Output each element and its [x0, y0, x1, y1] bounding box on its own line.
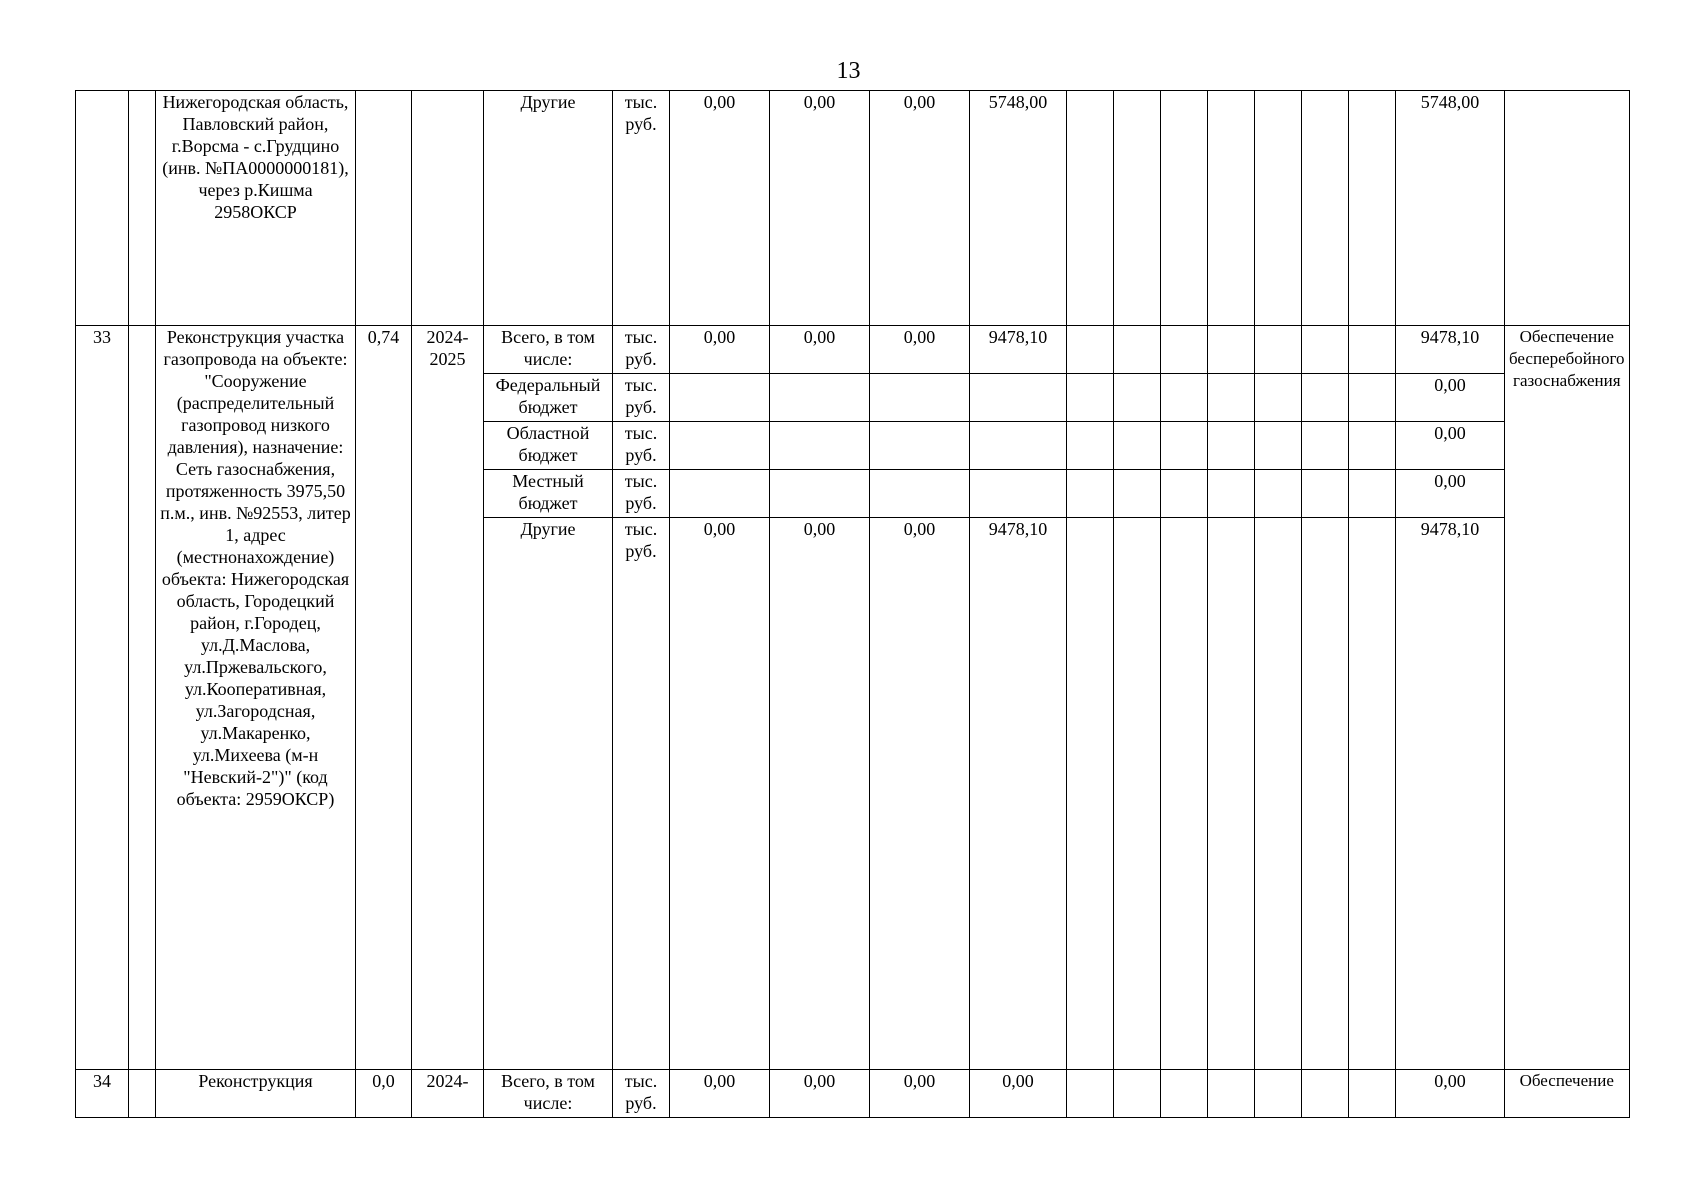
table-row [76, 326, 1630, 374]
empty-cell [1161, 422, 1208, 470]
funding-source-cell: Местный бюджет [484, 470, 613, 518]
length-cell: 0,74 [356, 326, 412, 1070]
empty-cell [1161, 470, 1208, 518]
object-name-cell: Нижегородская область, Павловский район, г.Ворсма - с.Грудцино (инв. №ПА0000000181), через р.Кишма 2958ОКСР [156, 91, 356, 326]
value-cell: 5748,00 [970, 91, 1067, 326]
value-cell [770, 422, 870, 470]
total-cell: 0,00 [1396, 1070, 1505, 1118]
empty-cell [1349, 91, 1396, 326]
empty-cell [1067, 470, 1114, 518]
empty-cell [129, 326, 156, 1070]
value-cell: 0,00 [670, 1070, 770, 1118]
empty-cell [1161, 326, 1208, 374]
empty-cell [1302, 326, 1349, 374]
goal-cell [1505, 91, 1630, 326]
row-number-cell [76, 91, 129, 326]
empty-cell [1349, 326, 1396, 374]
empty-cell [1255, 374, 1302, 422]
value-cell [670, 422, 770, 470]
period-cell: 2024- [412, 1070, 484, 1118]
total-cell: 9478,10 [1396, 326, 1505, 374]
empty-cell [1255, 91, 1302, 326]
funding-source-cell: Всего, в том числе: [484, 326, 613, 374]
unit-cell: тыс. руб. [613, 374, 670, 422]
empty-cell [1349, 470, 1396, 518]
goal-cell: Обеспечение [1505, 1070, 1630, 1118]
empty-cell [1067, 374, 1114, 422]
value-cell [870, 470, 970, 518]
empty-cell [1161, 91, 1208, 326]
empty-cell [1161, 374, 1208, 422]
total-cell: 0,00 [1396, 470, 1505, 518]
value-cell: 0,00 [770, 1070, 870, 1118]
empty-cell [1114, 326, 1161, 374]
row-number-cell: 34 [76, 1070, 129, 1118]
value-cell [970, 470, 1067, 518]
object-name-cell: Реконструкция [156, 1070, 356, 1118]
empty-cell [1208, 518, 1255, 1070]
page-number: 13 [836, 58, 861, 84]
value-cell: 0,00 [770, 91, 870, 326]
goal-cell: Обеспечение бесперебойного газоснабжения [1505, 326, 1630, 1070]
empty-cell [1067, 422, 1114, 470]
unit-cell: тыс. руб. [613, 91, 670, 326]
empty-cell [1161, 518, 1208, 1070]
value-cell: 0,00 [670, 326, 770, 374]
empty-cell [129, 1070, 156, 1118]
unit-cell: тыс. руб. [613, 1070, 670, 1118]
total-cell: 0,00 [1396, 374, 1505, 422]
empty-cell [1349, 1070, 1396, 1118]
funding-source-cell: Другие [484, 518, 613, 1070]
value-cell [770, 470, 870, 518]
value-cell: 0,00 [870, 1070, 970, 1118]
value-cell [970, 374, 1067, 422]
empty-cell [1208, 326, 1255, 374]
empty-cell [1067, 1070, 1114, 1118]
value-cell: 0,00 [870, 326, 970, 374]
investment-program-table [75, 90, 1630, 1118]
value-cell [970, 422, 1067, 470]
object-name-cell: Реконструкция участка газопровода на объекте: "Сооружение (распределительный газопровод низкого давления), назначение: Сеть газоснабжения, протяженность 3975,50 п.м., инв. №92553, литер 1, адрес (местнонахождение) объекта: Нижегородская область, Городецкий район, г.Городец, ул.Д.Маслова, ул.Пржевальского, ул.Кооперативная, ул.Загородсная, ул.Макаренко, ул.Михеева (м-н "Невский-2")" (код объекта: 2959ОКСР) [156, 326, 356, 1070]
empty-cell [1255, 1070, 1302, 1118]
empty-cell [1208, 422, 1255, 470]
empty-cell [1114, 1070, 1161, 1118]
length-cell: 0,0 [356, 1070, 412, 1118]
total-cell: 9478,10 [1396, 518, 1505, 1070]
empty-cell [1302, 470, 1349, 518]
total-cell: 5748,00 [1396, 91, 1505, 326]
value-cell: 0,00 [670, 91, 770, 326]
empty-cell [1255, 470, 1302, 518]
empty-cell [1349, 422, 1396, 470]
empty-cell [1255, 518, 1302, 1070]
empty-cell [1302, 1070, 1349, 1118]
empty-cell [1114, 422, 1161, 470]
value-cell: 0,00 [670, 518, 770, 1070]
value-cell: 0,00 [870, 518, 970, 1070]
empty-cell [1302, 518, 1349, 1070]
period-cell [412, 91, 484, 326]
empty-cell [1349, 374, 1396, 422]
empty-cell [1067, 91, 1114, 326]
value-cell: 0,00 [770, 518, 870, 1070]
empty-cell [1302, 374, 1349, 422]
empty-cell [1161, 1070, 1208, 1118]
length-cell [356, 91, 412, 326]
empty-cell [1114, 518, 1161, 1070]
value-cell [670, 374, 770, 422]
value-cell [870, 422, 970, 470]
table-row [76, 91, 1630, 326]
funding-source-cell: Областной бюджет [484, 422, 613, 470]
value-cell: 9478,10 [970, 326, 1067, 374]
empty-cell [1255, 422, 1302, 470]
empty-cell [1208, 374, 1255, 422]
empty-cell [1208, 1070, 1255, 1118]
value-cell [870, 374, 970, 422]
period-cell: 2024-2025 [412, 326, 484, 1070]
empty-cell [129, 91, 156, 326]
value-cell [770, 374, 870, 422]
empty-cell [1114, 374, 1161, 422]
unit-cell: тыс. руб. [613, 518, 670, 1070]
empty-cell [1208, 91, 1255, 326]
empty-cell [1208, 470, 1255, 518]
empty-cell [1114, 91, 1161, 326]
funding-source-cell: Другие [484, 91, 613, 326]
empty-cell [1302, 422, 1349, 470]
total-cell: 0,00 [1396, 422, 1505, 470]
empty-cell [1067, 326, 1114, 374]
value-cell [670, 470, 770, 518]
value-cell: 0,00 [870, 91, 970, 326]
empty-cell [1302, 91, 1349, 326]
empty-cell [1114, 470, 1161, 518]
unit-cell: тыс. руб. [613, 470, 670, 518]
value-cell: 0,00 [970, 1070, 1067, 1118]
table-row [76, 1070, 1630, 1118]
funding-source-cell: Федеральный бюджет [484, 374, 613, 422]
funding-source-cell: Всего, в том числе: [484, 1070, 613, 1118]
empty-cell [1255, 326, 1302, 374]
empty-cell [1067, 518, 1114, 1070]
row-number-cell: 33 [76, 326, 129, 1070]
value-cell: 0,00 [770, 326, 870, 374]
unit-cell: тыс. руб. [613, 422, 670, 470]
unit-cell: тыс. руб. [613, 326, 670, 374]
empty-cell [1349, 518, 1396, 1070]
value-cell: 9478,10 [970, 518, 1067, 1070]
